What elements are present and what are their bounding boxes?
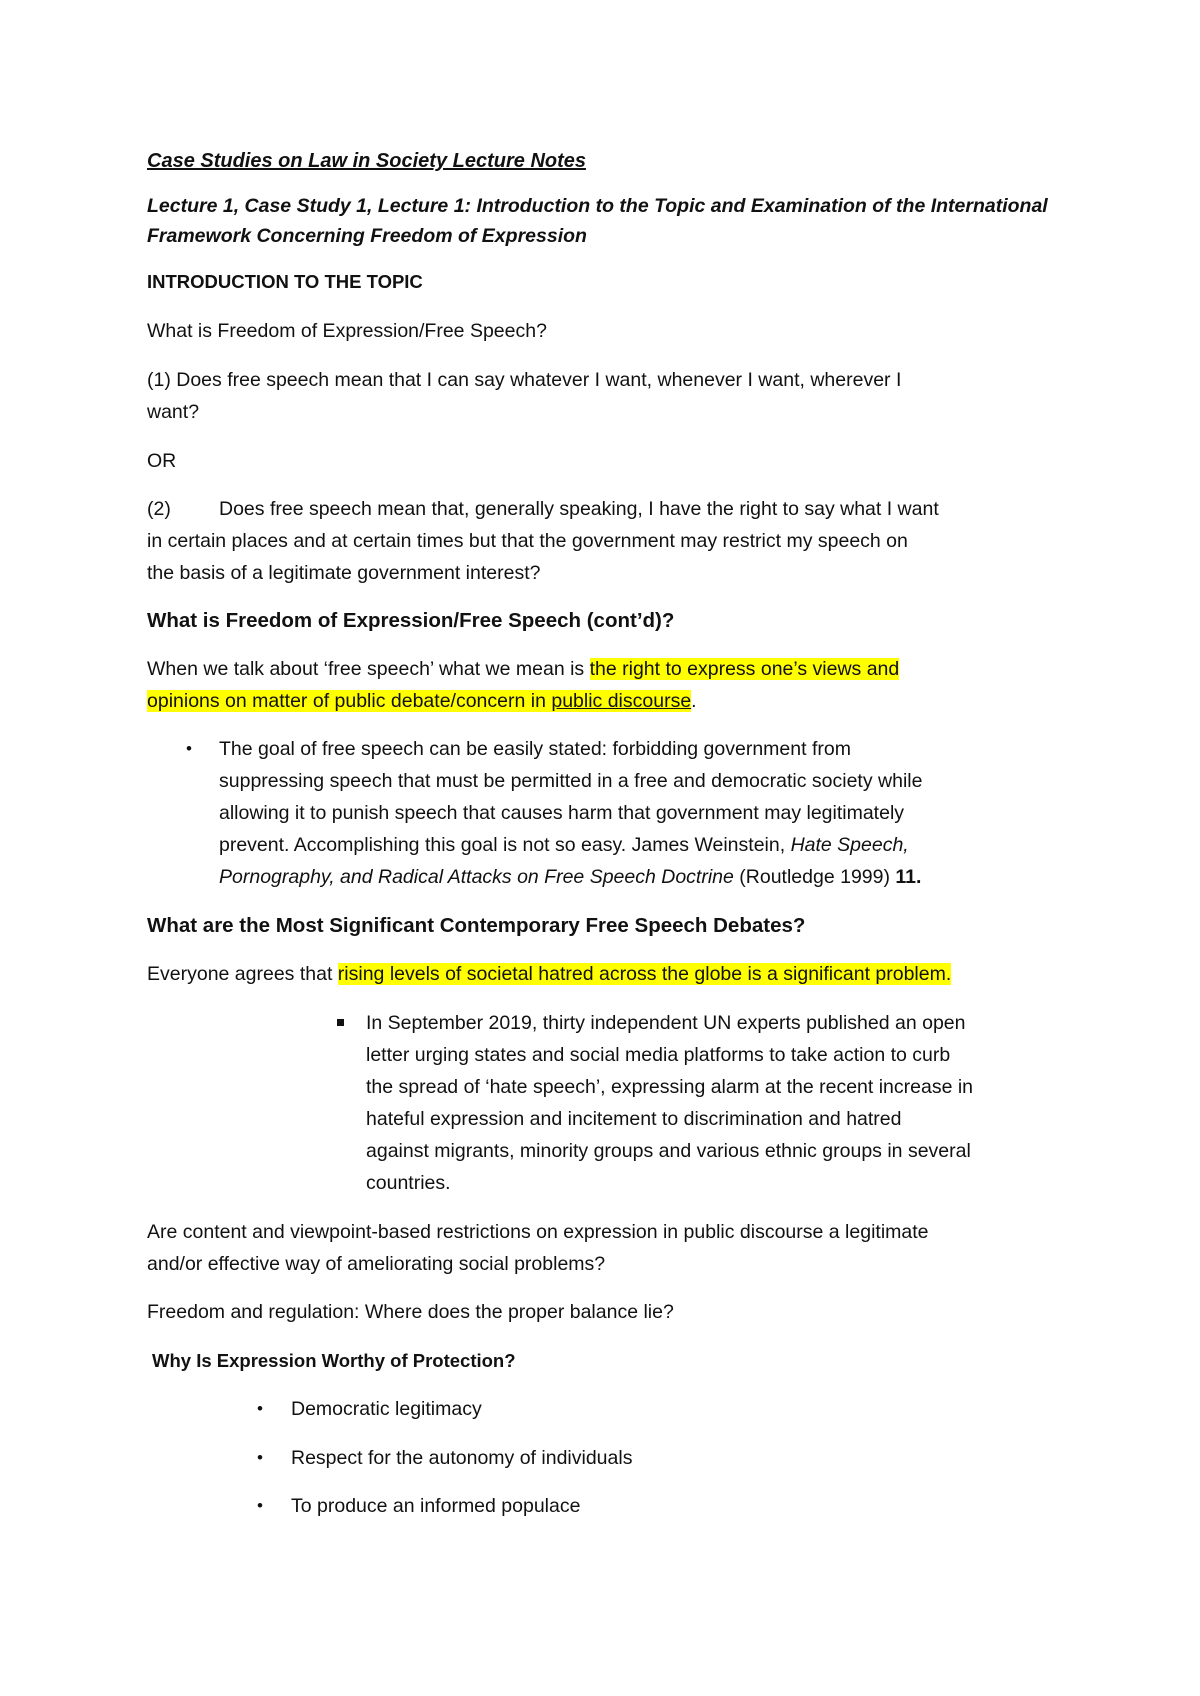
book-title-part2: Pornography, and Radical Attacks on Free Speech Doctrine [219, 866, 734, 888]
option2-number: (2) [147, 498, 171, 520]
option2-line1: Does free speech mean that, generally speaking, I have the right to say what I want [219, 498, 939, 520]
reason-item: To produce an informed populace [291, 1495, 581, 1517]
reason-item: Respect for the autonomy of individuals [291, 1447, 633, 1469]
restrictions-question-line1: Are content and viewpoint-based restrictions on expression in public discourse a legitimate [147, 1221, 929, 1243]
option1-line1: (1) Does free speech mean that I can say whatever I want, whenever I want, wherever I [147, 369, 902, 391]
un-letter-line5: against migrants, minority groups and various ethnic groups in several [366, 1140, 971, 1162]
agree-prefix: Everyone agrees that [147, 963, 338, 985]
un-letter-line3: the spread of ‘hate speech’, expressing alarm at the recent increase in [366, 1076, 974, 1098]
definition-line2 [147, 685, 697, 717]
public-discourse-term: public discourse [551, 690, 692, 712]
goal-line4 [219, 829, 909, 861]
definition-highlight2a: opinions on matter of public debate/concern in [147, 690, 552, 712]
lecture-subtitle-line2: Framework Concerning Freedom of Expression [147, 225, 587, 247]
heading-worthy: Why Is Expression Worthy of Protection? [152, 1350, 516, 1371]
goal-line4-text: prevent. Accomplishing this goal is not so easy. James Weinstein, [219, 834, 791, 856]
un-letter-line4: hateful expression and incitement to discrimination and hatred [366, 1108, 902, 1130]
bullet-dot: • [257, 1496, 263, 1515]
bullet-dot: • [257, 1399, 263, 1418]
document-title: Case Studies on Law in Society Lecture Notes [147, 150, 587, 172]
reason-item: Democratic legitimacy [291, 1398, 482, 1420]
un-letter-line2: letter urging states and social media platforms to take action to curb [366, 1044, 951, 1066]
or-label: OR [147, 450, 177, 472]
heading-contd: What is Freedom of Expression/Free Speech (cont’d)? [147, 609, 675, 632]
goal-line2: suppressing speech that must be permitted in a free and democratic society while [219, 770, 923, 792]
option2-line3: the basis of a legitimate government interest? [147, 562, 541, 584]
book-title-part1: Hate Speech, [790, 834, 909, 856]
restrictions-question-line2: and/or effective way of ameliorating social problems? [147, 1253, 606, 1275]
definition-prefix: When we talk about ‘free speech’ what we mean is [147, 658, 590, 680]
un-letter-line1: In September 2019, thirty independent UN experts published an open [366, 1012, 966, 1034]
bullet-dot: • [257, 1448, 263, 1467]
un-letter-line6: countries. [366, 1172, 451, 1194]
agree-highlight: rising levels of societal hatred across the globe is a significant problem. [337, 963, 952, 985]
square-bullet [337, 1019, 344, 1026]
heading-debates: What are the Most Significant Contemporary Free Speech Debates? [147, 914, 806, 937]
question-text: What is Freedom of Expression/Free Speech? [147, 320, 547, 342]
bullet-dot: • [186, 739, 192, 758]
balance-question: Freedom and regulation: Where does the proper balance lie? [147, 1301, 674, 1323]
definition-suffix: . [691, 690, 697, 712]
page-reference: 11. [895, 866, 922, 888]
definition-highlight1: the right to express one’s views and [589, 658, 900, 680]
definition-line1 [147, 653, 899, 685]
lecture-subtitle-line1: Lecture 1, Case Study 1, Lecture 1: Introduction to the Topic and Examination of the International [147, 195, 1048, 217]
agree-paragraph [147, 958, 951, 990]
goal-line1: The goal of free speech can be easily stated: forbidding government from [219, 738, 851, 760]
option2-line2: in certain places and at certain times but that the government may restrict my speech on [147, 530, 908, 552]
intro-heading: INTRODUCTION TO THE TOPIC [147, 271, 423, 292]
book-citation: (Routledge 1999) [733, 866, 896, 888]
option1-line2: want? [147, 401, 200, 423]
goal-line3: allowing it to punish speech that causes harm that government may legitimately [219, 802, 905, 824]
goal-line5 [219, 861, 921, 893]
